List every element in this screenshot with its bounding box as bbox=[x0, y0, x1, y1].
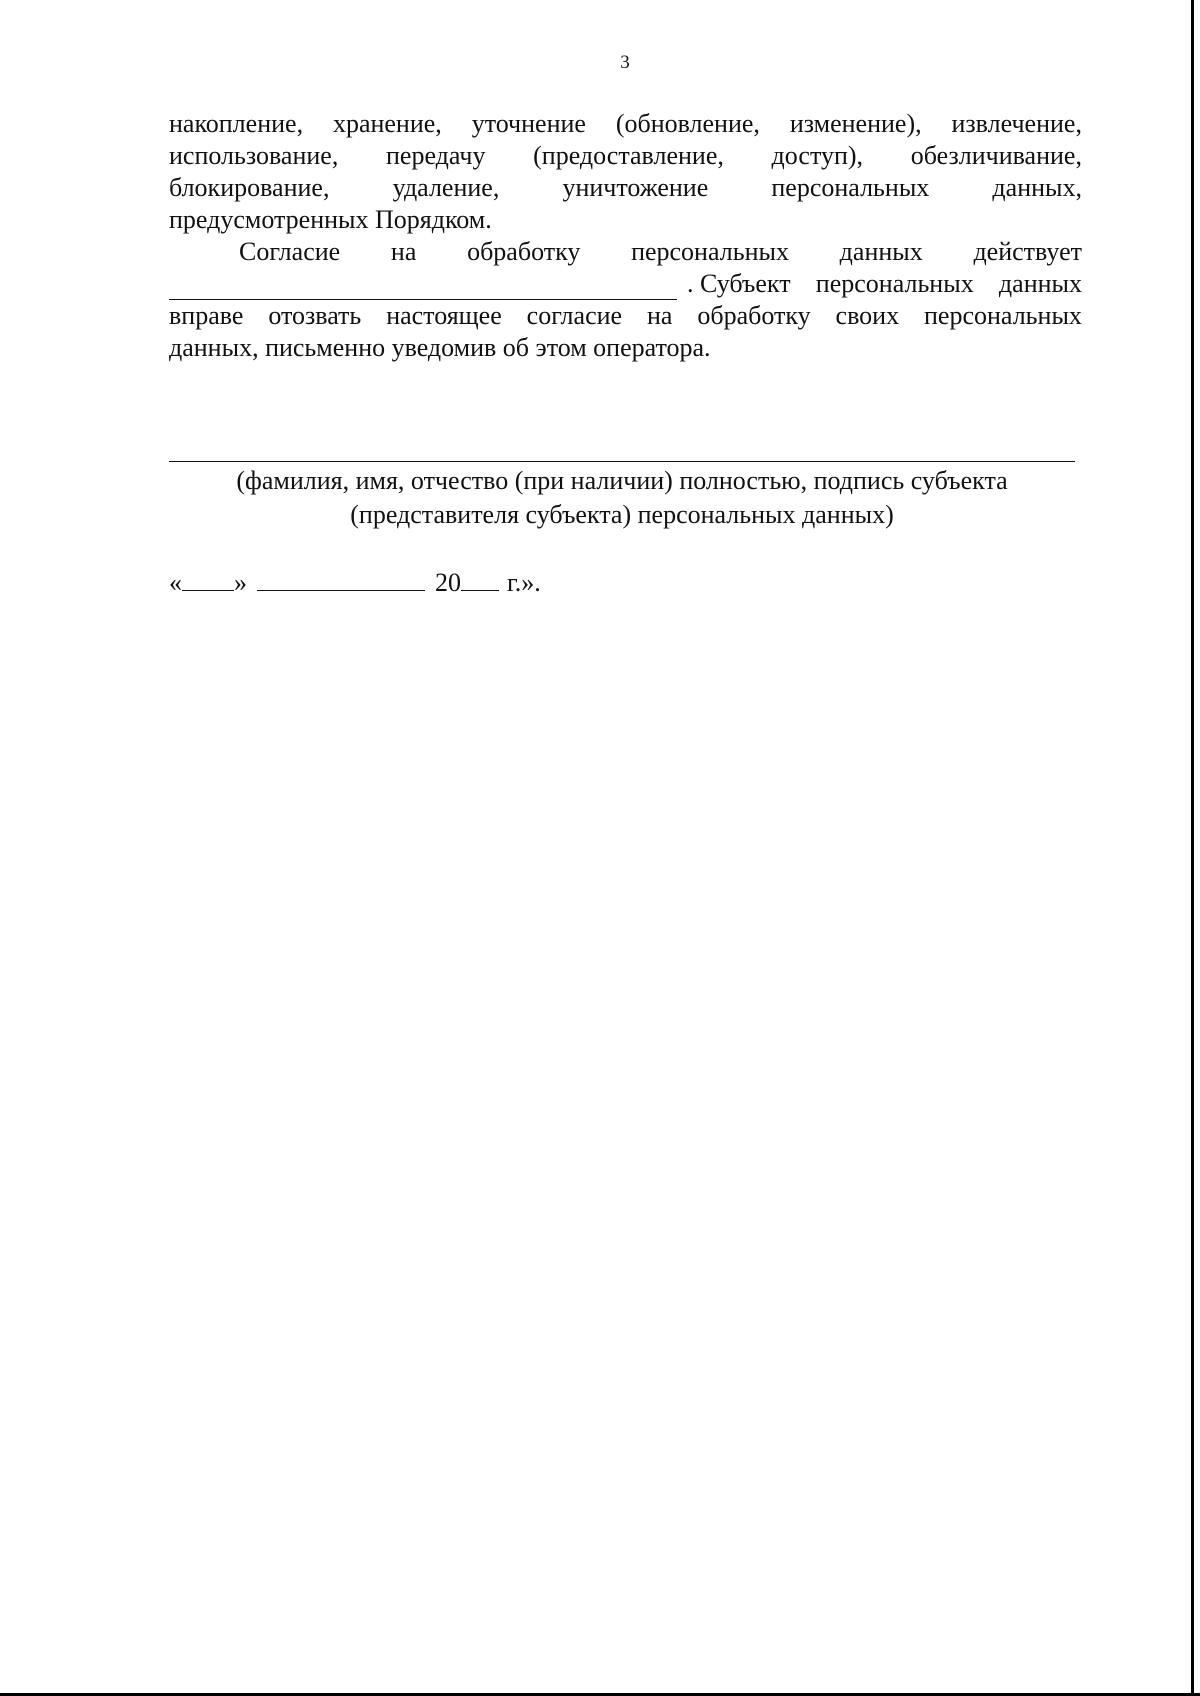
consent-term-row: . Субъект персональных данных bbox=[169, 268, 1082, 300]
paragraph-consent-term bbox=[169, 236, 1082, 364]
consent-term-field[interactable] bbox=[169, 275, 677, 300]
date-century: 20 bbox=[435, 568, 461, 597]
date-day-field[interactable] bbox=[182, 566, 234, 591]
signature-caption: (фамилия, имя, отчество (при наличии) полностью, подпись субъекта (представителя субъекта) персональных данных) bbox=[236, 466, 1008, 529]
date-close-quote: » bbox=[234, 568, 247, 597]
document-body bbox=[169, 108, 1082, 364]
text-line: данных, письменно уведомив об этом оператора. bbox=[169, 333, 711, 362]
page-edge-right bbox=[1191, 0, 1194, 1696]
text-line: блокирование, удаление, уничтожение персональных данных, bbox=[169, 173, 1082, 202]
date-month-field[interactable] bbox=[257, 566, 425, 591]
text-line: использование, передачу (предоставление, доступ), обезличивание, bbox=[169, 141, 1082, 170]
text-line: вправе отозвать настоящее согласие на обработку своих персональных bbox=[169, 301, 1082, 330]
date-suffix: г.». bbox=[507, 568, 541, 597]
page-number: 3 bbox=[620, 52, 630, 73]
date-year-field[interactable] bbox=[461, 566, 499, 591]
text-line: Согласие на обработку персональных данных действует bbox=[239, 237, 1082, 266]
date-open-quote: « bbox=[169, 568, 182, 597]
text-line: предусмотренных Порядком. bbox=[169, 205, 492, 234]
paragraph-processing-actions bbox=[169, 108, 1082, 236]
signature-field[interactable] bbox=[169, 461, 1075, 462]
date-row bbox=[169, 566, 541, 599]
text-line: накопление, хранение, уточнение (обновление, изменение), извлечение, bbox=[169, 109, 1082, 138]
